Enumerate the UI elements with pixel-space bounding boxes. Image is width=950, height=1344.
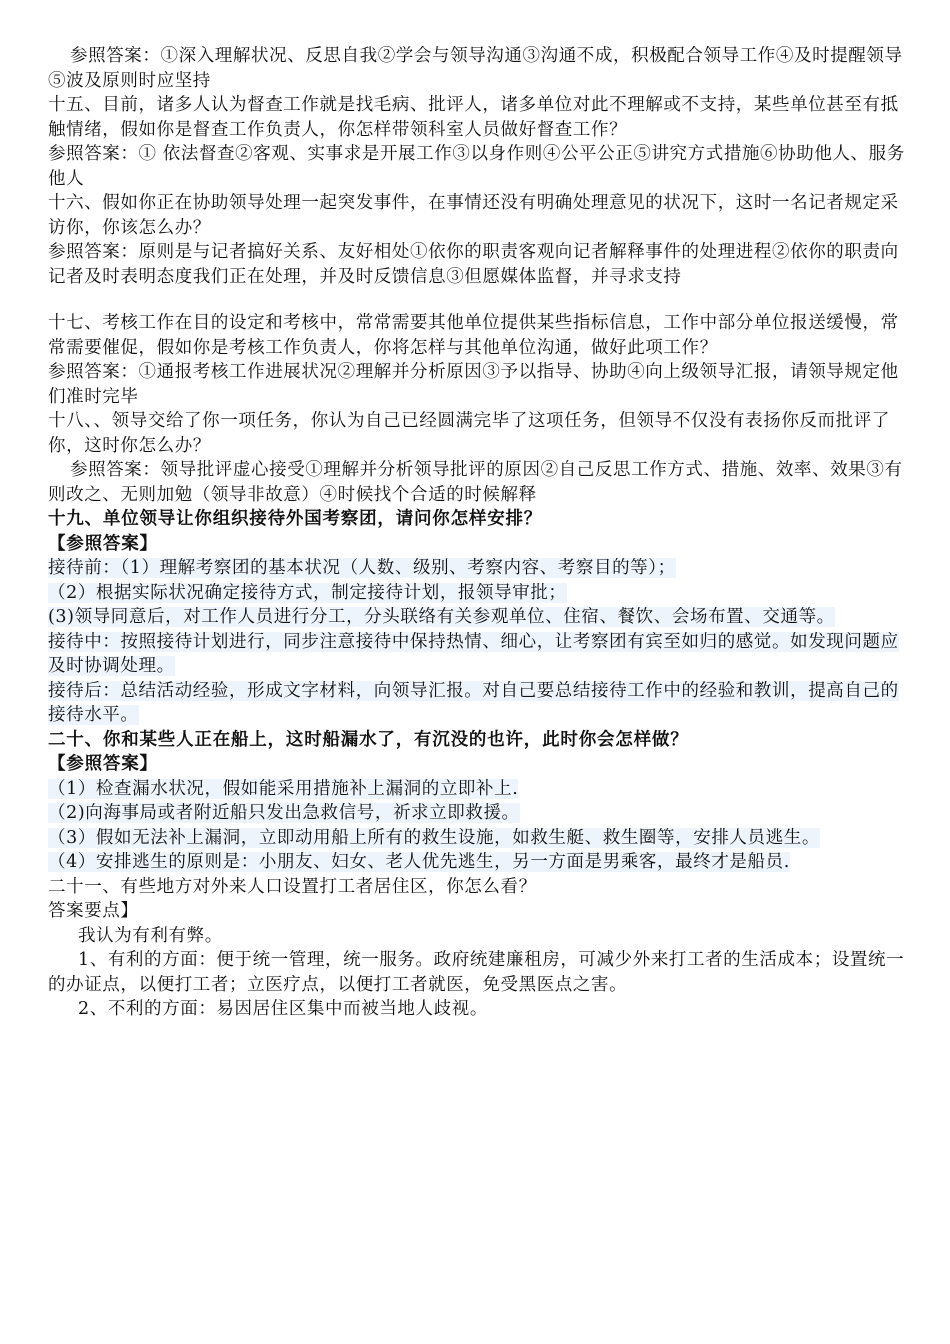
question-17: 十七、考核工作在目的设定和考核中，常常需要其他单位提供某些指标信息，工作中部分单位报送缓慢，常常需要催促，假如你是考核工作负责人，你将怎样与其他单位沟通，做好此项工作？	[48, 313, 899, 358]
answer-17: 参照答案：①通报考核工作进展状况②理解并分析原因③予以指导、协助④向上级领导汇报，请领导规定他们准时完毕	[48, 362, 899, 407]
answer-paragraph-14: 参照答案：①深入理解状况、反思自我②学会与领导沟通③沟通不成，积极配合领导工作④及时提醒领导⑤波及原则时应坚持	[48, 46, 903, 91]
question-20: 二十、你和某些人正在船上，这时船漏水了，有沉没的也许，此时你会怎样做？	[48, 729, 689, 750]
highlighted-text: （2)向海事局或者附近船只发出急救信号，祈求立即救援。	[48, 803, 520, 823]
highlighted-text: 接待中：按照接待计划进行，同步注意接待中保持热情、细心，让考察团有宾至如归的感觉。如发现问题应及时协调处理。	[48, 631, 899, 676]
question-18: 十八、、领导交给了你一项任务，你认为自己已经圆满完毕了这项任务，但领导不仅没有表扬你反而批评了你，这时你怎么办？	[48, 411, 890, 456]
answer-19-step-2	[48, 581, 908, 606]
question-21: 二十一、有些地方对外来人口设置打工者居住区，你怎么看？	[48, 876, 537, 897]
question-16: 十六、假如你正在协助领导处理一起突发事件，在事情还没有明确处理意见的状况下，这时一名记者规定采访你，你该怎么办？	[48, 193, 899, 238]
blank-line	[48, 289, 908, 311]
answer-19-step-3	[48, 605, 908, 630]
answer-21-pros: 1、有利的方面：便于统一管理，统一服务。政府统建廉租房，可减少外来打工者的生活成本；设置统一的办证点，以便打工者；立医疗点，以便打工者就医，免受黑医点之害。	[48, 950, 905, 995]
highlighted-text: (3)领导同意后，对工作人员进行分工，分头联络有关参观单位、住宿、餐饮、会场布置、交通等。	[48, 607, 835, 627]
highlighted-text: （4）安排逃生的原则是：小朋友、妇女、老人优先逃生，另一方面是男乘客，最终才是船员.	[48, 852, 790, 872]
answer-20-step-3	[48, 826, 908, 851]
answer-20-step-4	[48, 850, 908, 875]
answer-19-before	[48, 556, 908, 581]
answer-15: 参照答案：① 依法督查②客观、实事求是开展工作③以身作则④公平公正⑤讲究方式措施⑥协助他人、服务他人	[48, 144, 905, 189]
highlighted-text: 接待后：总结活动经验，形成文字材料，向领导汇报。对自己要总结接待工作中的经验和教训，提高自己的接待水平。	[48, 680, 899, 725]
question-19: 十九、单位领导让你组织接待外国考察团，请问你怎样安排？	[48, 509, 543, 529]
answer-20-step-2	[48, 801, 908, 826]
highlighted-text: （2）根据实际状况确定接待方式，制定接待计划，报领导审批；	[48, 582, 567, 603]
highlighted-text: （1）检查漏水状况，假如能采用措施补上漏洞的立即补上.	[48, 778, 519, 799]
answer-20-step-1	[48, 777, 908, 802]
highlighted-text: （3）假如无法补上漏洞，立即动用船上所有的救生设施，如救生艇、救生圈等，安排人员逃生。	[48, 827, 820, 848]
answer-19-after	[48, 679, 908, 728]
answer-19-during	[48, 630, 908, 679]
answer-18: 参照答案：领导批评虚心接受①理解并分析领导批评的原因②自己反思工作方式、措施、效率、效果③有则改之、无则加勉（领导非故意）④时候找个合适的时候解释	[48, 460, 903, 505]
document-page	[48, 44, 908, 1022]
answer-heading-21: 答案要点】	[48, 901, 139, 921]
answer-16: 参照答案：原则是与记者搞好关系、友好相处①依你的职责客观向记者解释事件的处理进程②依你的职责向记者及时表明态度我们正在处理，并及时反馈信息③但愿媒体监督，并寻求支持	[48, 242, 899, 287]
answer-heading-20: 【参照答案】	[48, 754, 158, 774]
answer-heading-19: 【参照答案】	[48, 533, 158, 554]
answer-21-summary: 我认为有利有弊。	[78, 925, 223, 946]
answer-21-cons: 2、不利的方面：易因居住区集中而被当地人歧视。	[78, 999, 488, 1019]
question-15: 十五、目前，诸多人认为督查工作就是找毛病、批评人，诸多单位对此不理解或不支持，某些单位甚至有抵触情绪，假如你是督查工作负责人，你怎样带领科室人员做好督查工作？	[48, 95, 899, 140]
highlighted-text: 接待前：（1）理解考察团的基本状况（人数、级别、考察内容、考察目的等）；	[48, 558, 676, 578]
